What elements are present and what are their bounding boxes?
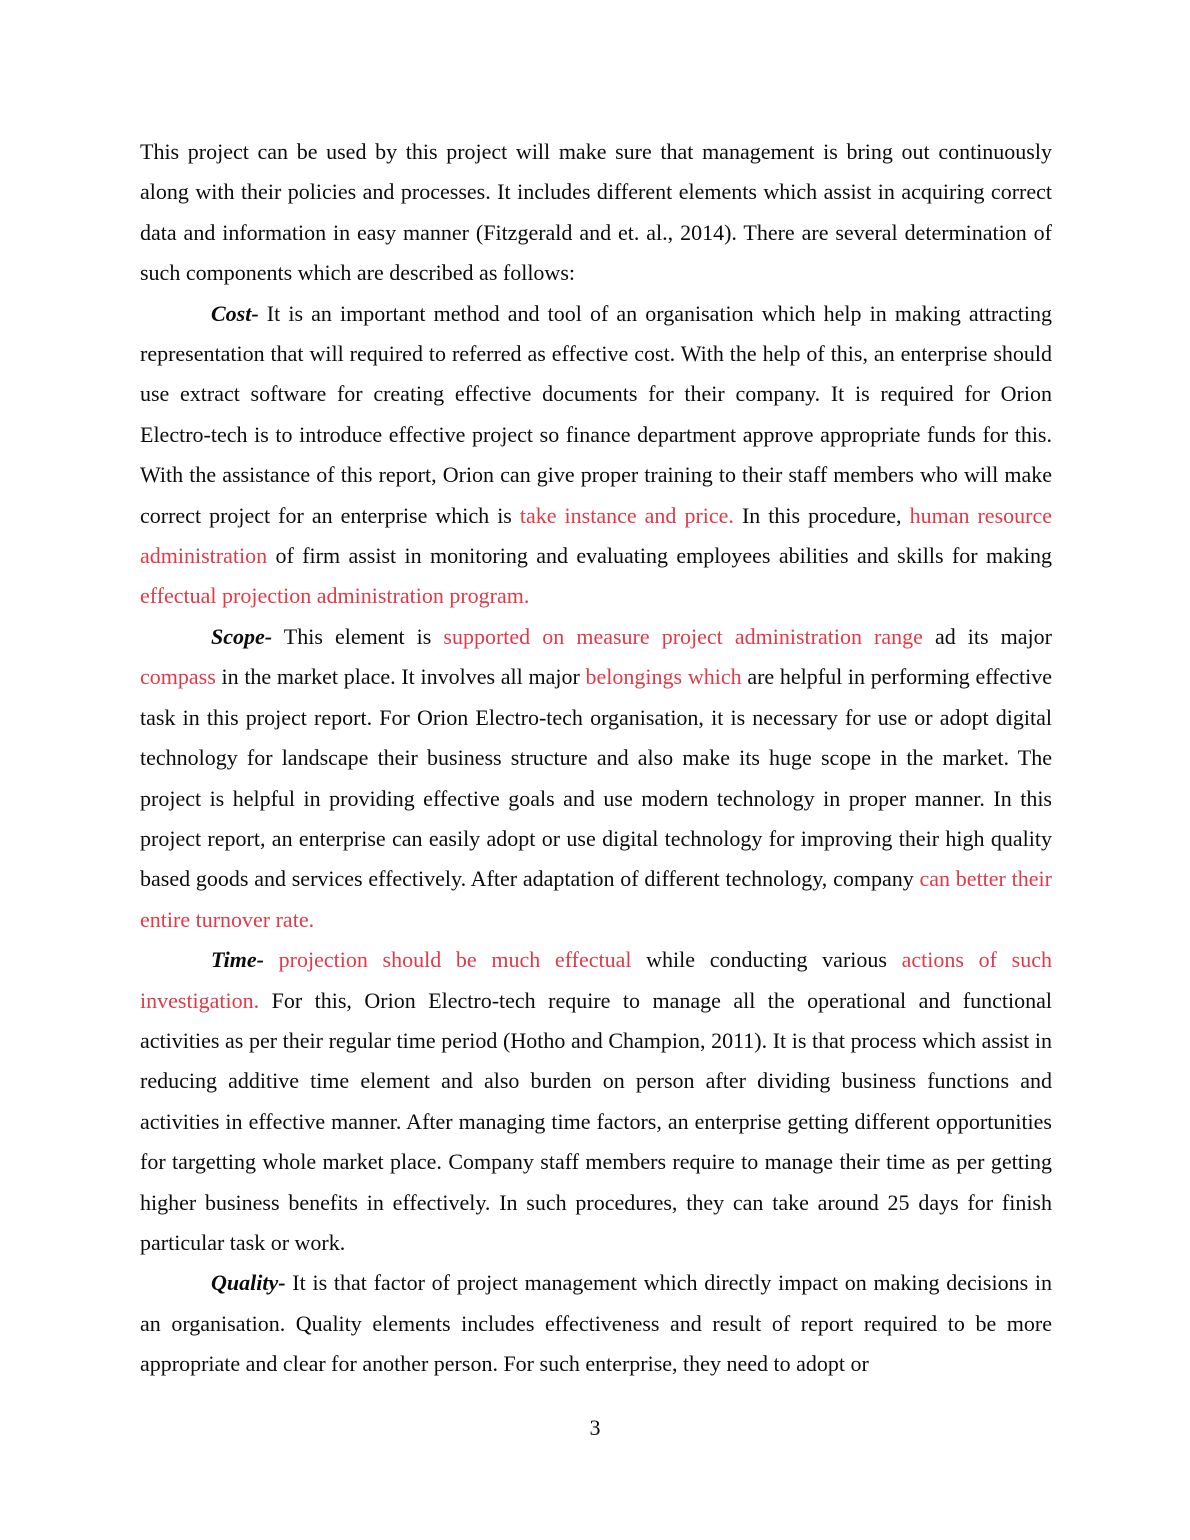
text-run-normal: are helpful in performing effective task in this project report. For Orion Electro-tech organisation, it is necessary for use or adopt digital technology for landscape their business structure and also make its huge scope in the market. The project is helpful in providing effective goals and use modern technology in proper manner. In this project report, an enterprise can easily adopt or use digital technology for improving their high quality based goods and services effectively. After adaptation of different technology, company bbox=[140, 664, 1052, 892]
text-run-red: supported on measure project administration range bbox=[443, 623, 923, 649]
text-run-red: take instance and price. bbox=[519, 502, 734, 528]
text-run-normal: It is an important method and tool of an organisation which help in making attracting representation that will required to referred as effective cost. With the help of this, an enterprise should use extract software for creating effective documents for their company. It is required for Orion Electro-tech is to introduce effective project so finance department approve appropriate funds for this. With the assistance of this report, Orion can give proper training to their staff members who will make correct project for an enterprise which is bbox=[140, 300, 1052, 528]
paragraph-quality bbox=[140, 1263, 1052, 1384]
text-run-red: actions of such investigation. bbox=[140, 947, 1053, 1013]
paragraph-time bbox=[140, 940, 1052, 1263]
text-run-normal bbox=[264, 947, 279, 972]
text-run-normal: while conducting various bbox=[631, 947, 902, 973]
paragraph-intro bbox=[140, 132, 1052, 294]
text-run-red: belongings which bbox=[585, 664, 742, 690]
text-run-normal: This project can be used by this project will make sure that management is bring out continuously along with their policies and processes. It includes different elements which assist in acquiring correct data and information in easy manner (Fitzgerald and et. al., 2014). There are several determination of such components which are described as follows: bbox=[140, 139, 1052, 286]
text-run-lead: Scope- bbox=[211, 623, 273, 649]
text-run-normal: in the market place. It involves all major bbox=[215, 664, 586, 690]
text-run-lead: Cost- bbox=[211, 300, 259, 326]
text-run-red: projection should be much effectual bbox=[278, 947, 632, 973]
page-number: 3 bbox=[589, 1415, 601, 1440]
text-run-normal: It is that factor of project management which directly impact on making decisions in an organisation. Quality elements includes effectiveness and result of report required to be more appropriate and clear for another person. For such enterprise, they need to adopt or bbox=[140, 1270, 1052, 1377]
text-run-red: can better their entire turnover rate. bbox=[140, 866, 1052, 932]
text-run-lead: Time- bbox=[211, 947, 264, 973]
text-run-normal: ad its major bbox=[922, 623, 1052, 649]
text-run-normal: of firm assist in monitoring and evaluating employees abilities and skills for making bbox=[267, 543, 1052, 569]
text-run-lead: Quality- bbox=[211, 1270, 286, 1296]
text-run-red: compass bbox=[140, 664, 216, 690]
paragraph-cost bbox=[140, 294, 1052, 617]
text-run-normal: This element is bbox=[272, 623, 444, 649]
text-run-normal: For this, Orion Electro-tech require to manage all the operational and functional activities as per their regular time period (Hotho and Champion, 2011). It is that process which assist in reducing additive time element and also burden on person after dividing business functions and activities in effective manner. After managing time factors, an enterprise getting different opportunities for targetting whole market place. Company staff members require to manage their time as per getting higher business benefits in effectively. In such procedures, they can take around 25 days for finish particular task or work. bbox=[140, 987, 1052, 1255]
document-body bbox=[140, 132, 1052, 1385]
text-run-red: human resource administration bbox=[140, 502, 1052, 569]
text-run-normal: In this procedure, bbox=[733, 502, 910, 528]
paragraph-scope bbox=[140, 617, 1052, 940]
text-run-red: effectual projection administration program. bbox=[140, 583, 530, 609]
